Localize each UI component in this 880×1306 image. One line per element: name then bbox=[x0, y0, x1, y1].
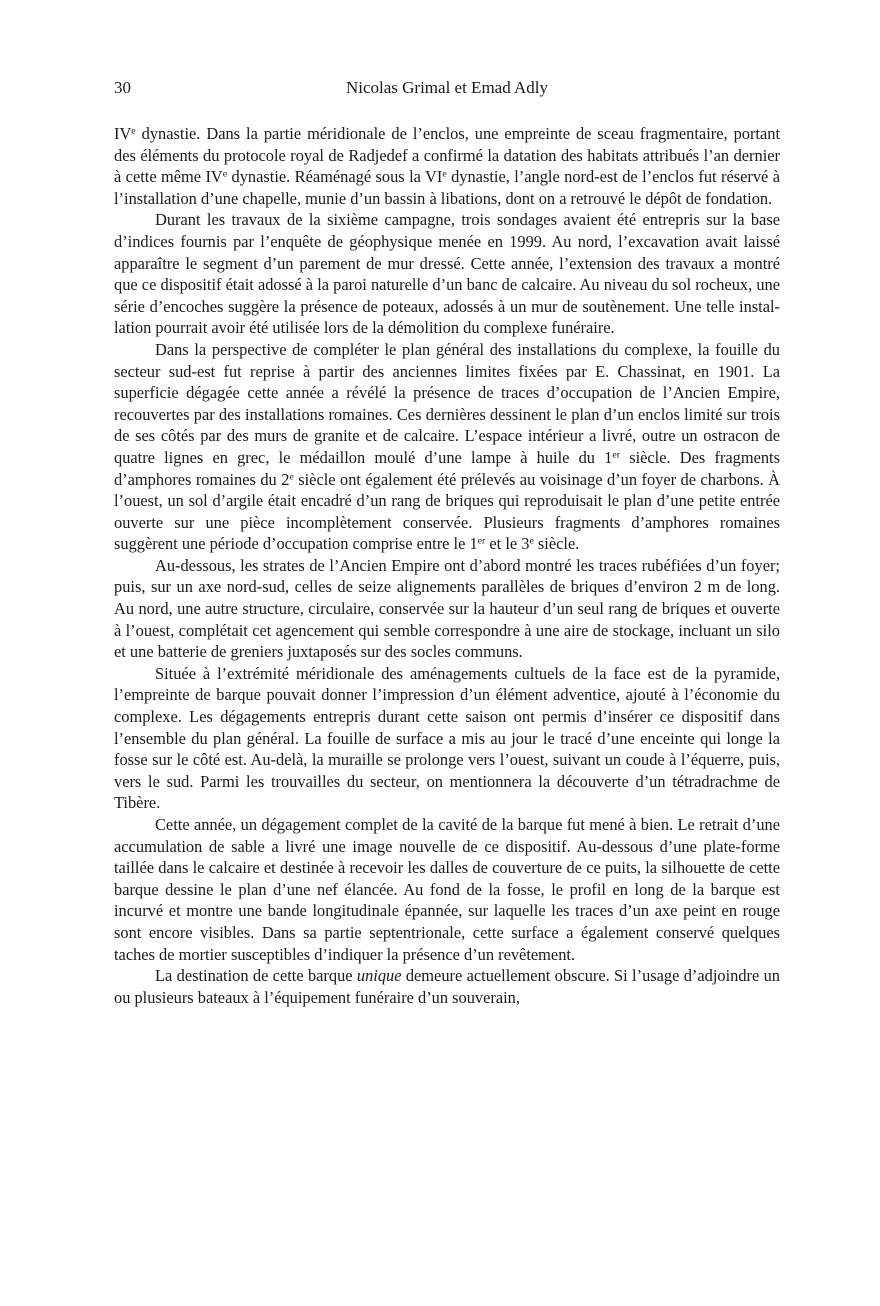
text-run: dynastie, l’angle nord-est de l’enclos fut réservé à l’installation d’une chapelle, munie d’un bassin à libations, dont on a retrouvé le dépôt de fondation. bbox=[114, 167, 781, 208]
paragraph bbox=[114, 555, 780, 663]
superscript: e bbox=[529, 535, 534, 547]
running-head bbox=[114, 76, 780, 100]
superscript: e bbox=[442, 168, 447, 180]
text-run: Située à l’extrémité méridionale des aménagements cultuels de la face est de la pyramide, l’empreinte de barque pouvait donner l’impression d’un élément adventice, ajouté à l’économie du complexe. Les dégagements entrepris durant cette saison ont permis d’insérer ce dispositif dans l’ensemble du plan général. La fouille de surface a mis au jour le tracé d’une enceinte qui longe la fosse sur le côté est. Au-delà, la muraille se prolonge vers l’ouest, suivant un coude à l’équerre, puis, vers le sud. Parmi les trouvailles du secteur, on mentionnera la découverte d’un tétradrachme de Tibère. bbox=[114, 663, 780, 813]
superscript: e bbox=[131, 125, 136, 137]
text-run: demeure actuellement obscure. Si l’usage d’adjoindre un ou plusieurs bateaux à l’équipement funéraire d’un souverain, bbox=[114, 966, 780, 1007]
text-run: IV bbox=[114, 124, 132, 143]
paragraph bbox=[114, 663, 780, 814]
running-title: Nicolas Grimal et Emad Adly bbox=[345, 78, 549, 97]
superscript: e bbox=[222, 168, 228, 180]
text-run: Durant les travaux de la sixième campagne, trois sondages avaient été entrepris sur la base d’indices fournis par l’enquête de géophysique menée en 1999. Au nord, l’excavation avait laissé apparaître le segment d’un parement de mur dressé. Cette année, l’extension des travaux a montré que ce dispositif était adossé à la paroi naturelle d’un banc de calcaire. Au niveau du sol rocheux, une série d’encoches suggère la présence de poteaux, adossés à un mur de soutènement. Une telle installation pourrait avoir été utilisée lors de la démolition du complexe funéraire. bbox=[114, 210, 780, 338]
text-run: La destination de cette barque bbox=[155, 966, 357, 986]
superscript: e bbox=[289, 471, 294, 483]
text-run: et le 3 bbox=[485, 534, 530, 554]
superscript: er bbox=[612, 449, 621, 461]
page-number: 30 bbox=[114, 78, 131, 97]
superscript: er bbox=[477, 535, 486, 547]
text-run: Au-dessous, les strates de l’Ancien Empire ont d’abord montré les traces rubéfiées d’un foyer; puis, sur un axe nord-sud, celles de seize alignements parallèles de briques d’environ 2 m de long. Au nord, une autre structure, circulaire, conservée sur la hauteur d’un seul rang de briques et ouverte à l’ouest, complétait cet agencement qui semble correspondre à une aire de stockage, incluant un silo et une batterie de greniers juxtaposés sur des socles communs. bbox=[114, 555, 780, 662]
text-run: dynastie. Dans la partie méridionale de l’enclos, une empreinte de sceau fragmentaire, portant des éléments du protocole royal de Radjedef a confirmé la datation des habitats attribués l’an dernier à cette même IV bbox=[114, 124, 780, 187]
text-run: siècle ont également été prélevés au voisinage d’un foyer de charbons. À l’ouest, un sol d’argile était encadré d’un rang de briques qui reproduisait le plan d’une petite entrée ouverte sur une pièce incomplètement conservée. Plusieurs fragments d’amphores romaines suggèrent une période d’occupation comprise entre le 1 bbox=[114, 469, 780, 554]
text-run: siècle. Des fragments d’amphores romaines du 2 bbox=[114, 447, 780, 489]
paragraph bbox=[114, 814, 780, 965]
body-text bbox=[114, 123, 780, 1008]
paragraph bbox=[114, 123, 780, 209]
text-run: Cette année, un dégagement complet de la cavité de la barque fut mené à bien. Le retrait d’une accumulation de sable a livré une image nouvelle de ce dispositif. Au-dessous d’une plate-forme taillée dans le calcaire et destinée à recevoir les dalles de couverture de ce puits, la silhouette de cette barque dessine le plan d’une nef élancée. Au fond de la fosse, le profil en long de la barque est incurvé et montre une bande longitudinale épannée, sur laquelle les traces d’un axe peint en rouge sont encore visibles. Dans sa partie septentrionale, cette surface a également conservé quelques taches de mortier susceptibles d’indiquer la présence d’un revêtement. bbox=[114, 815, 780, 964]
text-run: Dans la perspective de compléter le plan général des installations du complexe, la fouille du secteur sud-est fut reprise à partir des anciennes limites fixées par E. Chassinat, en 1901. La superficie dégagée cette année a révélé la présence de traces d’occupation de l’Ancien Empire, recouvertes par des installations romaines. Ces dernières dessinent le plan d’un enclos limité sur trois de ses côtés par des murs de granite et de calcaire. L’espace intérieur a livré, outre un ostracon de quatre lignes en grec, le médaillon moulé d’une lampe à huile du 1 bbox=[114, 339, 780, 467]
emphasis: unique bbox=[356, 966, 402, 986]
paragraph bbox=[114, 965, 780, 1008]
paragraph bbox=[114, 209, 780, 339]
paragraph bbox=[114, 339, 780, 555]
text-run: siècle. bbox=[533, 534, 580, 554]
text-run: dynastie. Réaménagé sous la VI bbox=[227, 167, 443, 187]
